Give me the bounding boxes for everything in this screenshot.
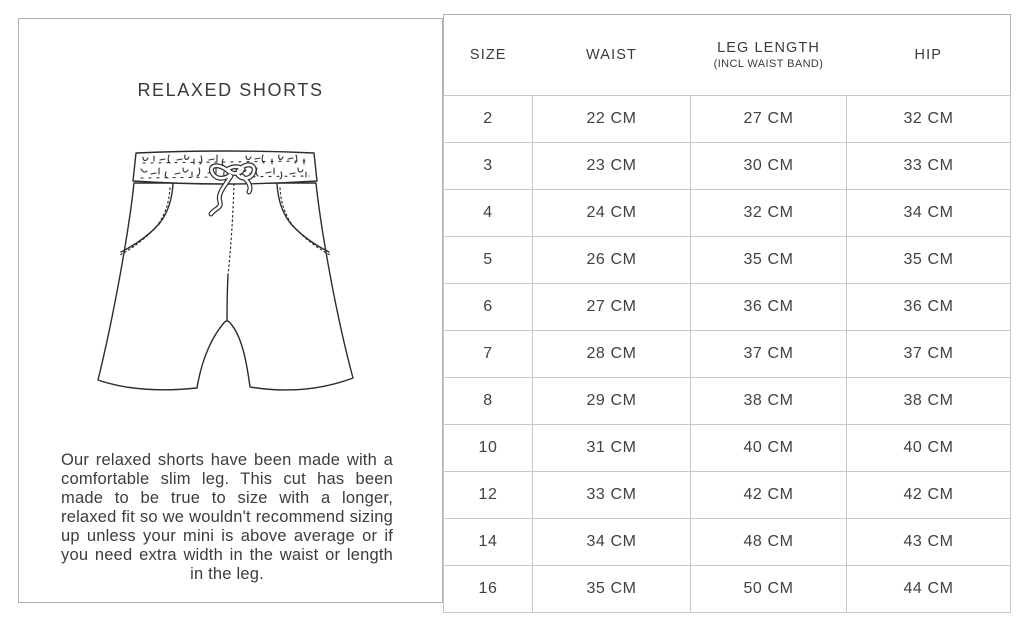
hip-cell: 38 CM: [847, 378, 1011, 425]
waist-cell: 22 CM: [533, 96, 691, 143]
size-cell: 6: [444, 284, 533, 331]
column-header-leg-length: [691, 15, 847, 96]
size-cell: 12: [444, 472, 533, 519]
waist-cell: 23 CM: [533, 143, 691, 190]
hip-header-label: HIP: [914, 47, 942, 63]
table-row: [444, 284, 1011, 331]
size-cell: 5: [444, 237, 533, 284]
hip-cell: 33 CM: [847, 143, 1011, 190]
leg-length-cell: 42 CM: [691, 472, 847, 519]
hip-cell: 44 CM: [847, 566, 1011, 613]
hip-cell: 42 CM: [847, 472, 1011, 519]
waist-cell: 33 CM: [533, 472, 691, 519]
header-row: [444, 15, 1011, 96]
table-row: [444, 519, 1011, 566]
table-row: [444, 566, 1011, 613]
waist-cell: 27 CM: [533, 284, 691, 331]
leg-length-cell: 36 CM: [691, 284, 847, 331]
column-header-size: [444, 15, 533, 96]
table-row: [444, 331, 1011, 378]
waist-cell: 28 CM: [533, 331, 691, 378]
table-row: [444, 425, 1011, 472]
leg-length-cell: 37 CM: [691, 331, 847, 378]
column-header-waist: [533, 15, 691, 96]
waist-cell: 29 CM: [533, 378, 691, 425]
leg-length-cell: 40 CM: [691, 425, 847, 472]
hip-cell: 36 CM: [847, 284, 1011, 331]
leg-length-cell: 48 CM: [691, 519, 847, 566]
hip-cell: 34 CM: [847, 190, 1011, 237]
leg-length-cell: 30 CM: [691, 143, 847, 190]
leg-length-header-label: LEG LENGTH: [717, 40, 820, 56]
leg-length-cell: 38 CM: [691, 378, 847, 425]
size-cell: 2: [444, 96, 533, 143]
leg-length-cell: 35 CM: [691, 237, 847, 284]
product-description: Our relaxed shorts have been made with a comfortable slim leg. This cut has been made to be true to size with a longer, relaxed fit so we wouldn't recommend sizing up unless your mini is above average or if you need extra width in the waist or length in the leg.: [61, 451, 393, 583]
size-cell: 16: [444, 566, 533, 613]
waist-cell: 35 CM: [533, 566, 691, 613]
size-cell: 8: [444, 378, 533, 425]
size-cell: 3: [444, 143, 533, 190]
size-cell: 4: [444, 190, 533, 237]
product-info-panel: [18, 18, 443, 603]
waist-cell: 24 CM: [533, 190, 691, 237]
table-row: [444, 143, 1011, 190]
table-row: [444, 378, 1011, 425]
table-row: [444, 96, 1011, 143]
size-chart-table: [443, 14, 1011, 613]
leg-length-header-note: (INCL WAIST BAND): [713, 58, 824, 70]
table-row: [444, 237, 1011, 284]
hip-cell: 43 CM: [847, 519, 1011, 566]
leg-length-cell: 50 CM: [691, 566, 847, 613]
hip-cell: 40 CM: [847, 425, 1011, 472]
waist-header-label: WAIST: [586, 47, 637, 63]
leg-length-cell: 27 CM: [691, 96, 847, 143]
size-cell: 14: [444, 519, 533, 566]
product-title: RELAXED SHORTS: [137, 80, 324, 100]
shorts-body-outline: [98, 183, 353, 390]
size-cell: 7: [444, 331, 533, 378]
waist-cell: 34 CM: [533, 519, 691, 566]
size-cell: 10: [444, 425, 533, 472]
leg-length-cell: 32 CM: [691, 190, 847, 237]
size-header-label: SIZE: [469, 47, 507, 63]
table-row: [444, 472, 1011, 519]
hip-cell: 35 CM: [847, 237, 1011, 284]
hip-cell: 37 CM: [847, 331, 1011, 378]
hip-cell: 32 CM: [847, 96, 1011, 143]
table-row: [444, 190, 1011, 237]
waist-cell: 31 CM: [533, 425, 691, 472]
waist-cell: 26 CM: [533, 237, 691, 284]
shorts-illustration: [97, 150, 397, 402]
column-header-hip: [847, 15, 1011, 96]
